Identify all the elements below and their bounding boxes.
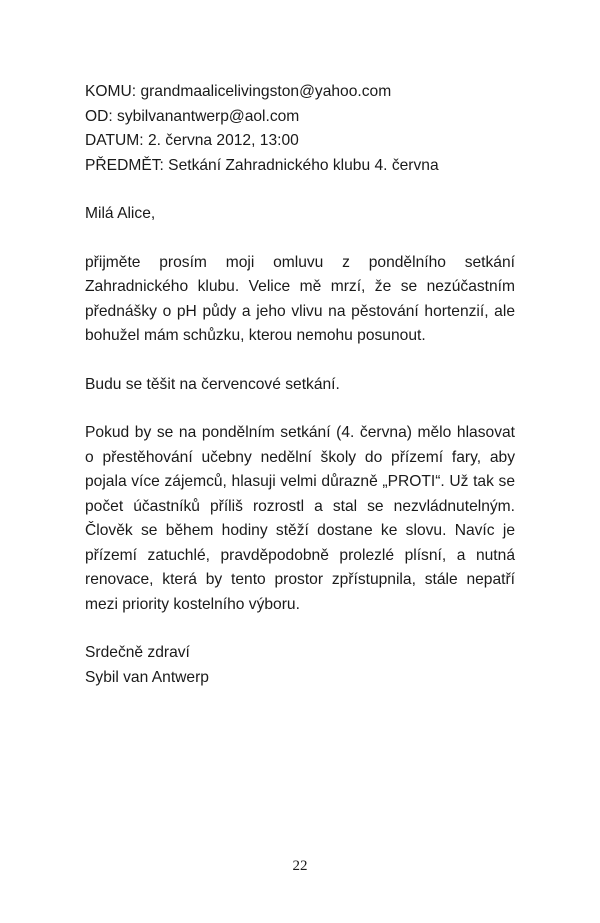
closing: Srdečně zdraví — [85, 644, 190, 661]
email-letter — [85, 80, 515, 690]
from-line: OD: sybilvanantwerp@aol.com — [85, 107, 300, 125]
page-number: 22 — [292, 858, 308, 874]
to-line: KOMU: grandmaalicelivingston@yahoo.com — [85, 83, 392, 100]
paragraph-july: Budu se těšit na červencové setkání. — [85, 375, 340, 393]
email-header — [85, 80, 515, 178]
greeting: Milá Alice, — [85, 205, 156, 222]
paragraph-apology: přijměte prosím moji omluvu z pondělního setkání Zahradnického klubu. Velice mě mrzí, že se nezúčastním přednášky o pH půdy a jeho vlivu na pěstování hortenzií, ale bohužel mám schůzku, kterou nemohu posunout. — [85, 253, 515, 344]
signature: Sybil van Antwerp — [85, 668, 209, 686]
subject-line: PŘEDMĚT: Setkání Zahradnického klubu 4. června — [85, 156, 439, 174]
paragraph-vote: Pokud by se na pondělním setkání (4. června) mělo hlasovat o přestěhování učebny nedělní školy do přízemí fary, aby pojala více zájemců, hlasuji velmi důrazně „PROTI“. Už tak se počet účastníků příliš rozrostl a stal se nezvládnutelným. Člověk se během hodiny stěží dostane ke slovu. Navíc je přízemí zatuchlé, pravděpodobně prolezlé plísní, a nutná renovace, která by tento prostor zpřístupnila, stále nepatří mezi priority kostelního výboru. — [85, 424, 515, 613]
date-line: DATUM: 2. června 2012, 13:00 — [85, 132, 299, 149]
